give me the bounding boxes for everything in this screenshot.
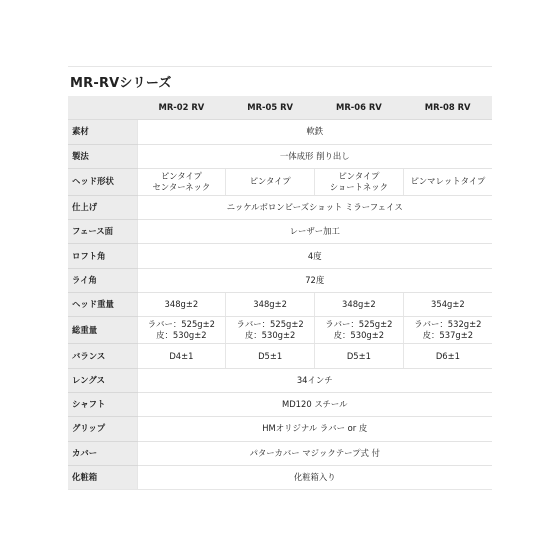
spec-value: 化粧箱入り (137, 465, 492, 489)
spec-cell-line: 皮：530g±2 (244, 330, 296, 341)
spec-cell-line: センターネック (152, 181, 211, 192)
spec-cell (315, 317, 404, 344)
table-row (68, 317, 492, 344)
table-row (68, 144, 492, 168)
spec-cell-line: 348g±2 (164, 299, 199, 310)
row-label: ヘッド形状 (68, 168, 137, 195)
table-row (68, 441, 492, 465)
spec-cell (137, 317, 226, 344)
spec-cell-line: ピンタイプ (249, 176, 291, 187)
spec-cell-line: ピンマレットタイプ (410, 176, 486, 187)
spec-cell (226, 293, 315, 317)
table-row (68, 268, 492, 292)
spec-cell-line: ピンタイプ (160, 170, 202, 181)
spec-cell (315, 168, 404, 195)
spec-cell-line: ラバー：532g±2 (414, 319, 482, 330)
table-row (68, 244, 492, 268)
spec-value: 軟鉄 (137, 120, 492, 144)
spec-cell-line: D5±1 (346, 350, 371, 361)
column-header: MR-05 RV (226, 96, 315, 120)
spec-cell (315, 293, 404, 317)
page-title: MR-RVシリーズ (70, 76, 172, 91)
spec-cell (137, 293, 226, 317)
spec-value: 4度 (137, 244, 492, 268)
spec-cell (403, 344, 492, 368)
spec-value: レーザー加工 (137, 220, 492, 244)
column-header: MR-08 RV (403, 96, 492, 120)
row-label: ロフト角 (68, 244, 137, 268)
spec-cell (403, 168, 492, 195)
table-row (68, 168, 492, 195)
spec-cell (137, 168, 226, 195)
spec-value: MD120 スチール (137, 392, 492, 416)
row-label: グリップ (68, 417, 137, 441)
spec-cell-line: 皮：530g±2 (333, 330, 385, 341)
spec-value: パターカバー マジックテープ式 付 (137, 441, 492, 465)
row-label: シャフト (68, 392, 137, 416)
spec-cell-line: D4±1 (169, 350, 194, 361)
spec-cell-line: 354g±2 (431, 299, 465, 310)
spec-value: ニッケルボロンビーズショット ミラーフェイス (137, 195, 492, 219)
row-label: バランス (68, 344, 137, 368)
column-header: MR-02 RV (137, 96, 226, 120)
row-label: 仕上げ (68, 195, 137, 219)
spec-cell-line: 皮：537g±2 (422, 330, 474, 341)
spec-cell-line: ラバー：525g±2 (325, 319, 393, 330)
row-label: フェース面 (68, 220, 137, 244)
spec-cell-line: 皮：530g±2 (156, 330, 207, 341)
spec-cell (137, 344, 226, 368)
spec-cell (403, 293, 492, 317)
row-label: カバー (68, 441, 137, 465)
spec-cell (403, 317, 492, 344)
spec-cell (315, 344, 404, 368)
header-row (68, 96, 492, 120)
spec-cell (226, 168, 315, 195)
row-label: 素材 (68, 120, 137, 144)
spec-cell (226, 317, 315, 344)
spec-cell-line: 348g±2 (342, 299, 376, 310)
row-label: レングス (68, 368, 137, 392)
spec-value: 一体成形 削り出し (137, 144, 492, 168)
header-corner (68, 96, 137, 120)
spec-value: 72度 (137, 268, 492, 292)
spec-value: 34インチ (137, 368, 492, 392)
table-row (68, 293, 492, 317)
table-row (68, 392, 492, 416)
spec-value: HMオリジナル ラバー or 皮 (137, 417, 492, 441)
column-header: MR-06 RV (315, 96, 404, 120)
row-label: 製法 (68, 144, 137, 168)
title-divider (68, 66, 492, 67)
row-label: ヘッド重量 (68, 293, 137, 317)
spec-cell-line: ラバー：525g±2 (147, 319, 215, 330)
spec-table-body (68, 120, 492, 490)
spec-cell-line: ラバー：525g±2 (236, 319, 304, 330)
table-row (68, 368, 492, 392)
table-row (68, 220, 492, 244)
row-label: ライ角 (68, 268, 137, 292)
spec-cell (226, 344, 315, 368)
row-label: 総重量 (68, 317, 137, 344)
spec-table (68, 96, 492, 490)
table-row (68, 120, 492, 144)
spec-cell-line: D6±1 (435, 350, 460, 361)
table-row (68, 344, 492, 368)
table-row (68, 465, 492, 489)
spec-cell-line: D5±1 (258, 350, 283, 361)
spec-cell-line: ショートネック (329, 181, 389, 192)
spec-cell-line: 348g±2 (253, 299, 287, 310)
table-row (68, 417, 492, 441)
spec-cell-line: ピンタイプ (338, 170, 380, 181)
table-row (68, 195, 492, 219)
row-label: 化粧箱 (68, 465, 137, 489)
